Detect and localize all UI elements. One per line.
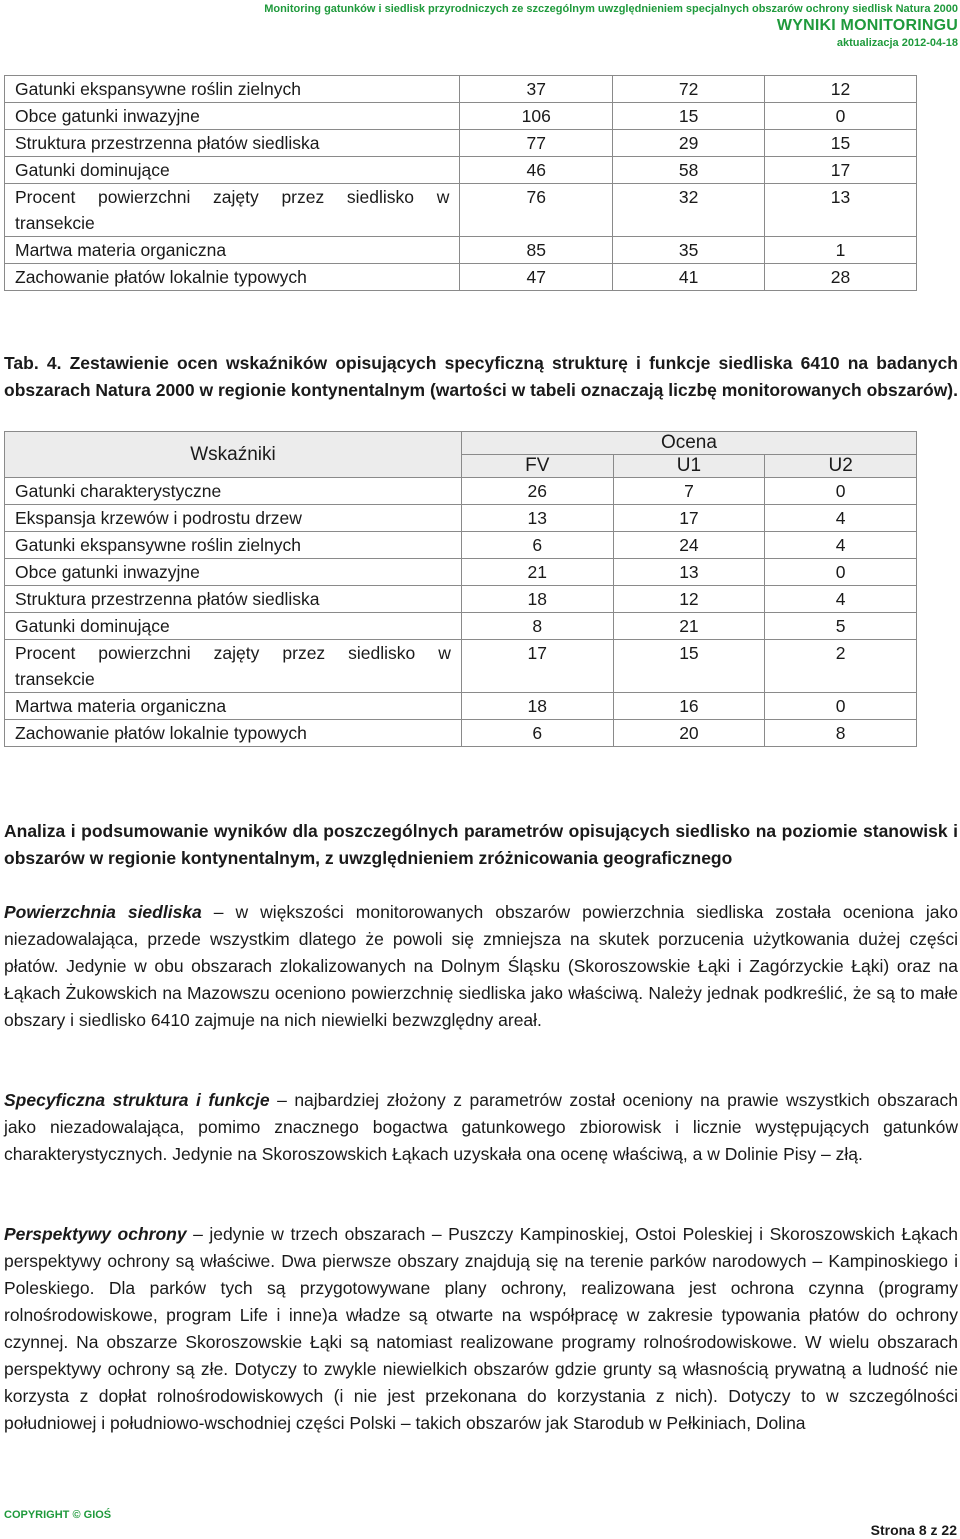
value-u2: 5 bbox=[765, 613, 917, 640]
paragraph-text: – w większości monitorowanych obszarów powierzchnia siedliska została oceniona jako niezadowalająca, przede wszystkim dlatego że powoli się zmniejsza na skutek porzucenia użytkowania dużej części płatów. Jedynie w obu obszarach zlokalizowanych na Dolnym Śląsku (Skoroszowskie Łąki i Zagórzyckie Łąki) oraz na Łąkach Żukowskich na Mazowszu oceniono powierzchnię siedliska jako właściwą. Należy jednak podkreślić, że są to małe obszary i siedlisko 6410 zajmuje na nich niewielki bezwzględny areał. bbox=[4, 902, 958, 1030]
table-row bbox=[5, 693, 917, 720]
header-fv: FV bbox=[461, 455, 613, 478]
value-fv: 85 bbox=[460, 237, 613, 264]
table-caption: Tab. 4. Zestawienie ocen wskaźników opisujących specyficzną strukturę i funkcje siedliska 6410 na badanych obszarach Natura 2000 w regionie kontynentalnym (wartości w tabeli oznaczają liczbę monitorowanych obszarów). bbox=[4, 353, 958, 400]
value-fv: 47 bbox=[460, 264, 613, 291]
value-u2: 17 bbox=[765, 157, 917, 184]
header-section-title: WYNIKI MONITORINGU bbox=[776, 17, 958, 34]
value-u1: 20 bbox=[613, 720, 765, 747]
value-fv: 13 bbox=[461, 505, 613, 532]
table-row bbox=[5, 505, 917, 532]
table-row bbox=[5, 640, 917, 693]
indicator-name: Martwa materia organiczna bbox=[5, 693, 462, 720]
value-u1: 24 bbox=[613, 532, 765, 559]
value-u2: 0 bbox=[765, 103, 917, 130]
value-fv: 21 bbox=[461, 559, 613, 586]
indicator-name: Gatunki dominujące bbox=[5, 613, 462, 640]
table-row bbox=[5, 130, 917, 157]
indicator-name-line: transekcie bbox=[15, 213, 95, 233]
indicator-name: Gatunki ekspansywne roślin zielnych bbox=[5, 532, 462, 559]
table-row bbox=[5, 613, 917, 640]
value-fv: 76 bbox=[460, 184, 613, 237]
table-row bbox=[5, 184, 917, 237]
paragraph-lead: Powierzchnia siedliska bbox=[4, 902, 202, 922]
header-indicators: Wskaźniki bbox=[5, 432, 462, 478]
value-u1: 13 bbox=[613, 559, 765, 586]
value-u1: 35 bbox=[613, 237, 765, 264]
value-u2: 4 bbox=[765, 532, 917, 559]
value-u2: 8 bbox=[765, 720, 917, 747]
value-u1: 58 bbox=[613, 157, 765, 184]
table-4 bbox=[4, 431, 917, 747]
copyright-org: GIOŚ bbox=[83, 1509, 112, 1521]
header-u1: U1 bbox=[613, 455, 765, 478]
analysis-heading: Analiza i podsumowanie wyników dla poszczególnych parametrów opisujących siedlisko na poziomie stanowisk i obszarów w regionie kontynentalnym, z uwzględnieniem zróżnicowania geograficznego bbox=[4, 821, 958, 868]
table-row bbox=[5, 237, 917, 264]
paragraph-perspektywy bbox=[4, 1221, 958, 1497]
paragraph-text: – jedynie w trzech obszarach – Puszczy Kampinoskiej, Ostoi Poleskiej i Skoroszowskich Łąkach perspektywy ochrony są właściwe. Dwa pierwsze obszary znajdują się na terenie parków narodowych – Kampinoskiego i Poleskiego. Dla parków tych są przygotowywane plany ochrony, realizowana jest ochrona czynna (programy rolnośrodowiskowe, program Life i inne)a władze są otwarte na współpracę w zakresie typowania płatów do ochrony czynnej. Na obszarze Skoroszowskie Łąki są natomiast realizowane programy rolnośrodowiskowe. W wielu obszarach perspektywy ochrony są złe. Dotyczy to zwykle niewielkich obszarów gdzie grunty są własnością prywatną a ludność nie korzysta z dopłat rolnośrodowiskowych (i nie jest przekonana do korzystania z nich). Dotyczy to w szczególności południowej i południowo-wschodniej części Polski – takich obszarów jak Starodub w Pełkiniach, Dolina bbox=[4, 1224, 958, 1433]
value-fv: 17 bbox=[461, 640, 613, 693]
value-fv: 106 bbox=[460, 103, 613, 130]
value-u1: 72 bbox=[613, 76, 765, 103]
paragraph-powierzchnia bbox=[4, 899, 958, 1034]
value-u2: 4 bbox=[765, 505, 917, 532]
value-fv: 6 bbox=[461, 532, 613, 559]
value-u1: 12 bbox=[613, 586, 765, 613]
header-rating: Ocena bbox=[461, 432, 916, 455]
indicator-name bbox=[5, 184, 460, 237]
table-row bbox=[5, 76, 917, 103]
indicator-name-line: Procent powierzchni zajęty przez siedlisko w bbox=[15, 643, 451, 663]
value-u2: 4 bbox=[765, 586, 917, 613]
paragraph-lead: Perspektywy ochrony bbox=[4, 1224, 187, 1244]
table-row bbox=[5, 478, 917, 505]
value-u2: 0 bbox=[765, 693, 917, 720]
paragraph-struktura bbox=[4, 1087, 958, 1168]
value-u2: 15 bbox=[765, 130, 917, 157]
page-number: Strona 8 z 22 bbox=[870, 1522, 957, 1538]
value-u1: 41 bbox=[613, 264, 765, 291]
table-row bbox=[5, 103, 917, 130]
table-header-row bbox=[5, 432, 917, 455]
value-u2: 0 bbox=[765, 559, 917, 586]
value-u2: 13 bbox=[765, 184, 917, 237]
indicator-name: Gatunki dominujące bbox=[5, 157, 460, 184]
value-fv: 46 bbox=[460, 157, 613, 184]
value-fv: 18 bbox=[461, 693, 613, 720]
indicator-name: Martwa materia organiczna bbox=[5, 237, 460, 264]
indicator-name: Zachowanie płatów lokalnie typowych bbox=[5, 720, 462, 747]
indicator-name: Gatunki charakterystyczne bbox=[5, 478, 462, 505]
indicator-name: Zachowanie płatów lokalnie typowych bbox=[5, 264, 460, 291]
value-u2: 0 bbox=[765, 478, 917, 505]
indicator-name: Obce gatunki inwazyjne bbox=[5, 559, 462, 586]
value-u1: 15 bbox=[613, 103, 765, 130]
indicator-name: Gatunki ekspansywne roślin zielnych bbox=[5, 76, 460, 103]
value-fv: 8 bbox=[461, 613, 613, 640]
value-u1: 21 bbox=[613, 613, 765, 640]
value-u2: 28 bbox=[765, 264, 917, 291]
indicator-name: Ekspansja krzewów i podrostu drzew bbox=[5, 505, 462, 532]
table-row bbox=[5, 264, 917, 291]
value-u2: 2 bbox=[765, 640, 917, 693]
value-fv: 6 bbox=[461, 720, 613, 747]
page-header bbox=[264, 2, 958, 50]
value-u1: 17 bbox=[613, 505, 765, 532]
header-u2: U2 bbox=[765, 455, 917, 478]
indicator-name: Obce gatunki inwazyjne bbox=[5, 103, 460, 130]
value-u1: 16 bbox=[613, 693, 765, 720]
paragraph-text: – najbardziej złożony z parametrów został oceniony na prawie wszystkich obszarach jako niezadowalająca, pomimo znacznego bogactwa gatunkowego zbiorowisk i licznie występujących gatunków charakterystycznych. Jedynie na Skoroszowskich Łąkach uzyskała ona ocenę właściwą, a w Dolinie Pisy – złą. bbox=[4, 1090, 958, 1164]
indicator-name-line: Procent powierzchni zajęty przez siedlisko w bbox=[15, 187, 450, 207]
table-row bbox=[5, 532, 917, 559]
value-u2: 1 bbox=[765, 237, 917, 264]
value-fv: 26 bbox=[461, 478, 613, 505]
indicator-name-line: transekcie bbox=[15, 669, 95, 689]
header-update-date: aktualizacja 2012-04-18 bbox=[836, 37, 958, 49]
value-u1: 15 bbox=[613, 640, 765, 693]
indicator-name: Struktura przestrzenna płatów siedliska bbox=[5, 130, 460, 157]
value-fv: 77 bbox=[460, 130, 613, 157]
indicator-name: Struktura przestrzenna płatów siedliska bbox=[5, 586, 462, 613]
table-row bbox=[5, 720, 917, 747]
copyright-icon: © bbox=[72, 1509, 81, 1521]
table-row bbox=[5, 157, 917, 184]
table-row bbox=[5, 559, 917, 586]
table-1-continuation bbox=[4, 75, 917, 291]
value-fv: 37 bbox=[460, 76, 613, 103]
paragraph-lead: Specyficzna struktura i funkcje bbox=[4, 1090, 270, 1110]
value-fv: 18 bbox=[461, 586, 613, 613]
value-u1: 29 bbox=[613, 130, 765, 157]
copyright-label: COPYRIGHT bbox=[4, 1509, 70, 1521]
value-u1: 32 bbox=[613, 184, 765, 237]
indicator-name bbox=[5, 640, 462, 693]
table-row bbox=[5, 586, 917, 613]
value-u2: 12 bbox=[765, 76, 917, 103]
header-project-title: Monitoring gatunków i siedlisk przyrodniczych ze szczególnym uwzględnieniem specjalnych obszarów ochrony siedlisk Natura 2000 bbox=[264, 3, 958, 15]
footer-copyright bbox=[4, 1509, 111, 1521]
value-u1: 7 bbox=[613, 478, 765, 505]
